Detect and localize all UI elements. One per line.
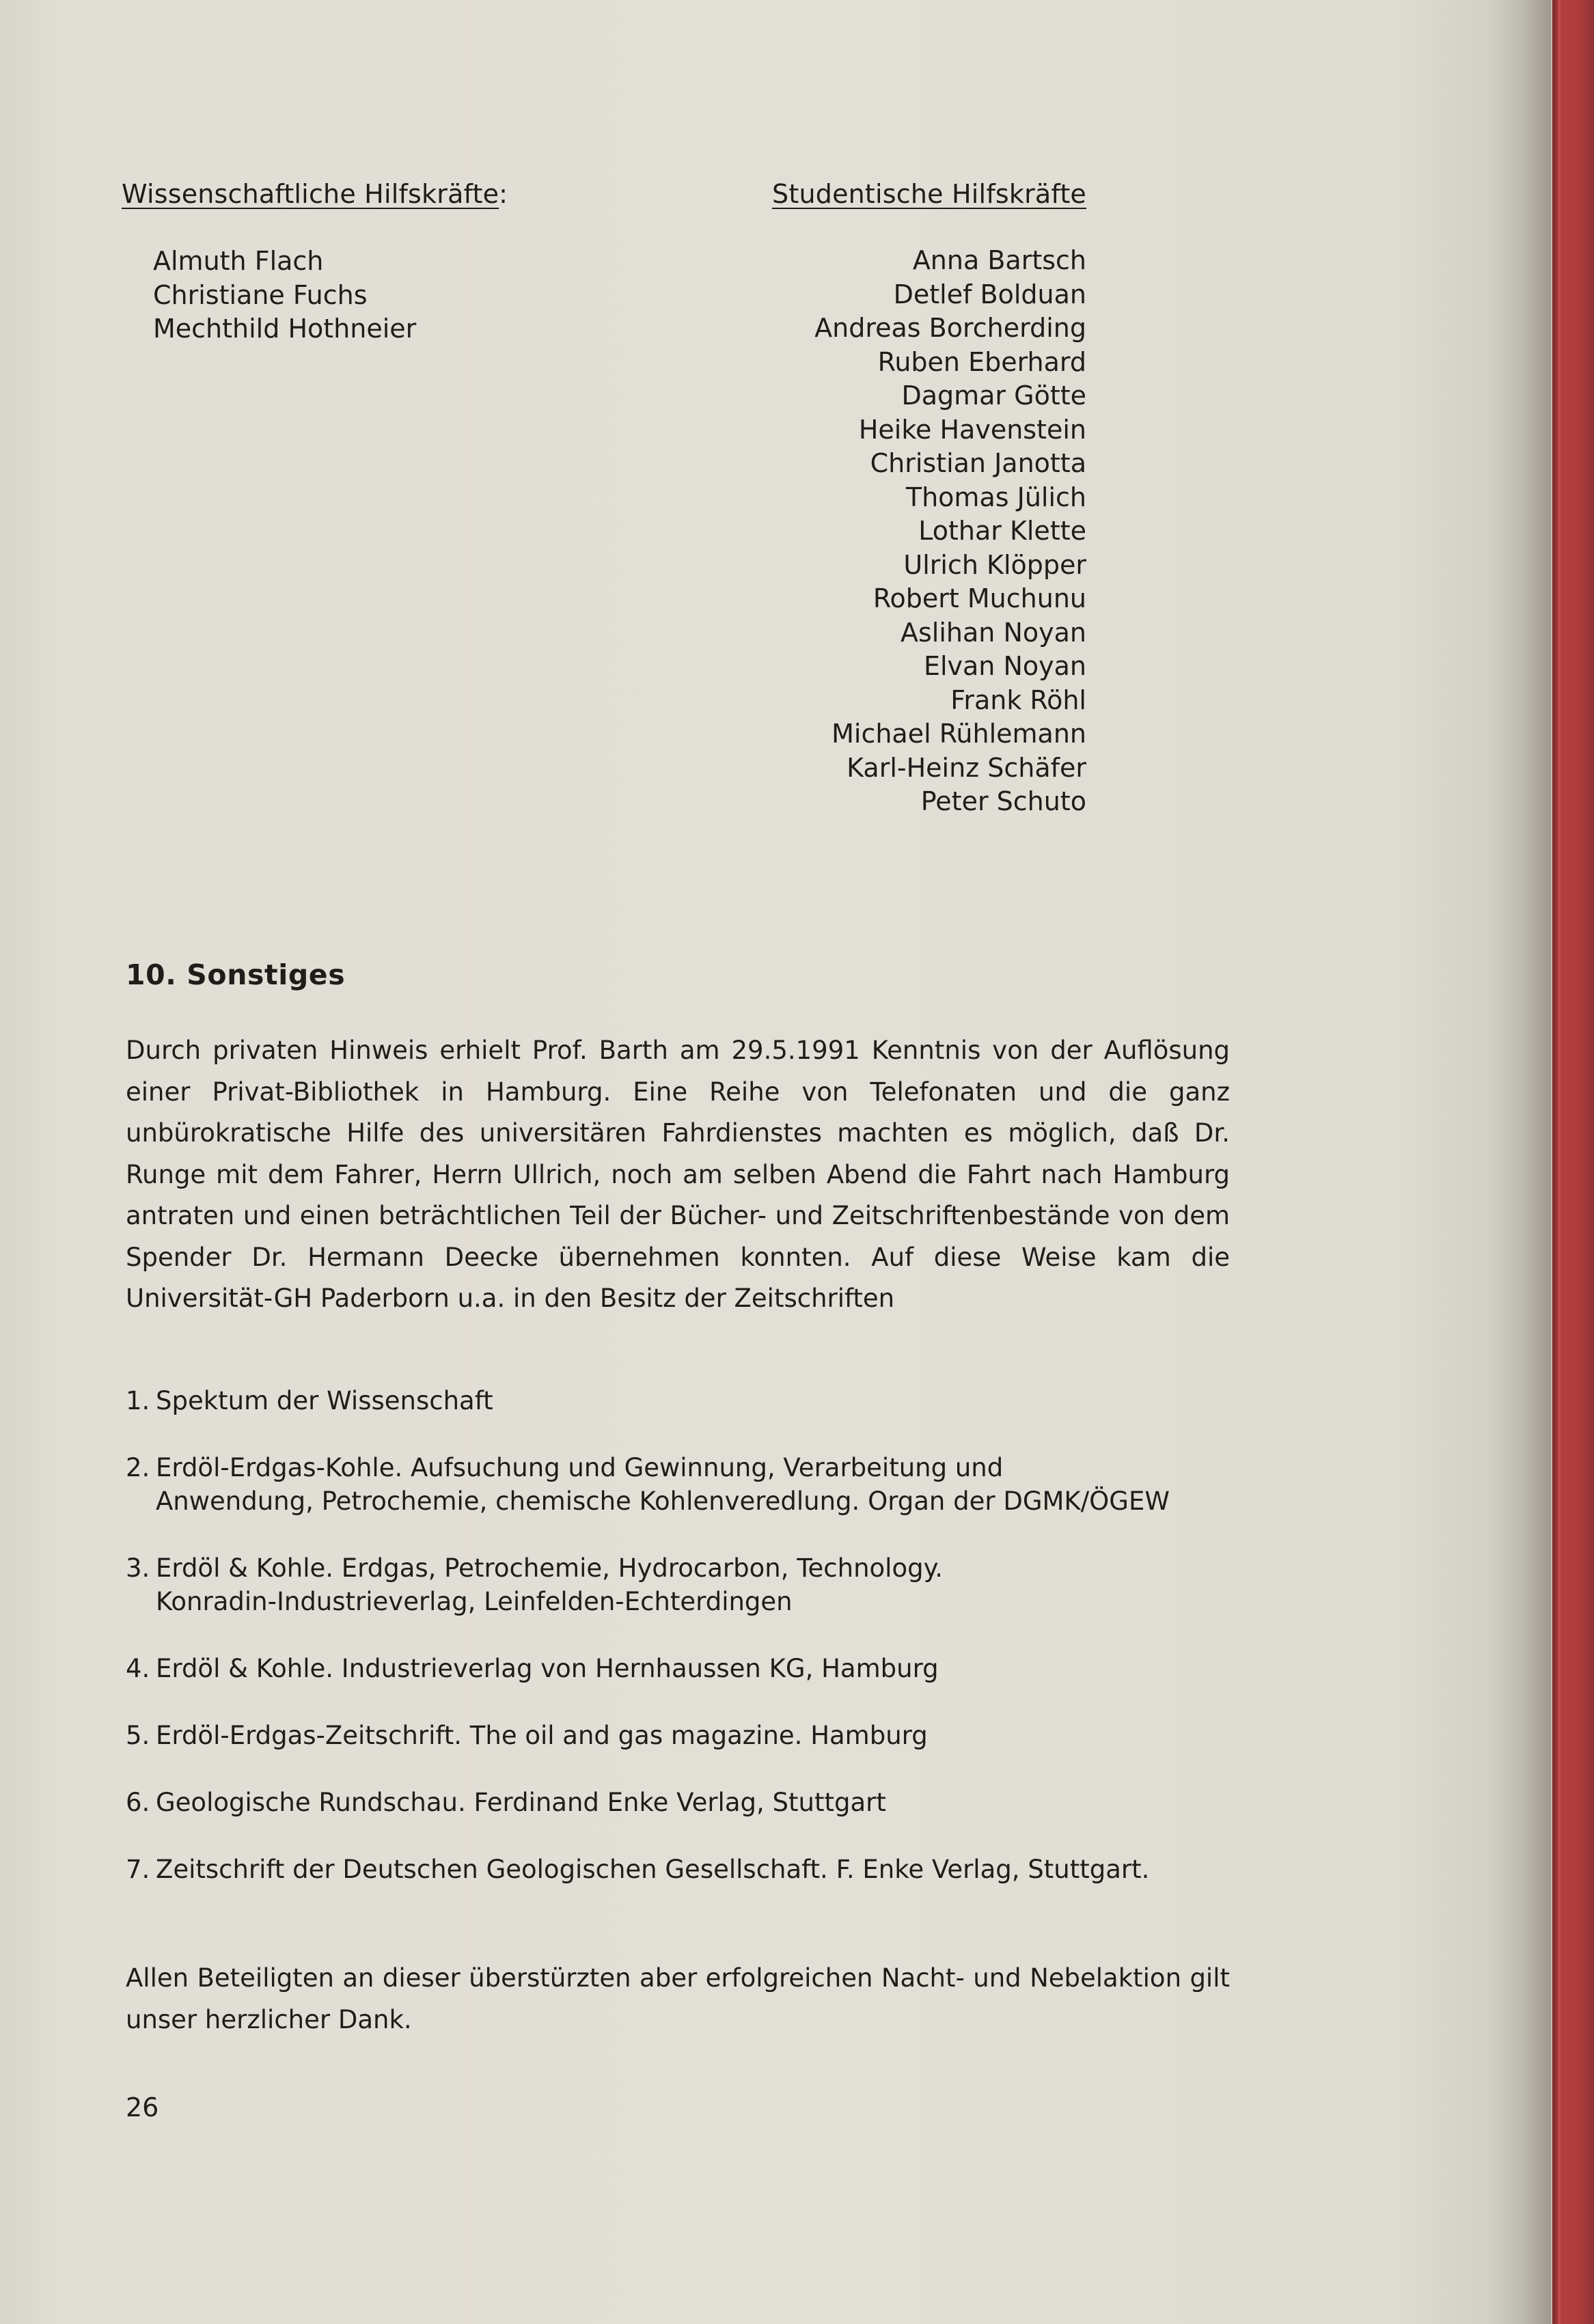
journal-list <box>126 1384 1287 1920</box>
right-column-heading: Studentische Hilfskräfte <box>772 179 1086 209</box>
section-title: 10. Sonstiges <box>126 958 346 991</box>
left-heading-colon: : <box>499 179 508 209</box>
list-item <box>126 1652 1287 1685</box>
list-item-number: 4. <box>126 1654 150 1683</box>
left-column-heading <box>122 178 508 211</box>
list-item: Karl-Heinz Schäfer <box>847 752 1086 783</box>
list-item: Elvan Noyan <box>923 651 1086 681</box>
list-item-line: Erdöl & Kohle. Erdgas, Petrochemie, Hydrocarbon, Technology. <box>156 1553 943 1583</box>
list-item-number: 6. <box>126 1788 150 1817</box>
list-item: Lothar Klette <box>918 516 1086 546</box>
list-item-line: Konradin-Industrieverlag, Leinfelden-Echterdingen <box>156 1587 793 1616</box>
list-item: Anna Bartsch <box>912 245 1086 275</box>
list-item: Ruben Eberhard <box>877 346 1086 377</box>
list-item: Almuth Flach <box>153 246 324 276</box>
spine-shadow <box>1489 0 1551 2324</box>
paragraph-acquisition: Durch privaten Hinweis erhielt Prof. Barth am 29.5.1991 Kenntnis von der Auflösung einer Privat-Bibliothek in Hamburg. Eine Reihe von Telefonaten und die ganz unbürokratische Hilfe des universitären Fahrdienstes machten es möglich, daß Dr. Runge mit dem Fahrer, Herrn Ullrich, noch am selben Abend die Fahrt nach Hamburg antraten und einen beträchtlichen Teil der Bücher- und Zeitschriftenbestände von dem Spender Dr. Hermann Deecke übernehmen konnten. Auf diese Weise kam die Universität-GH Paderborn u.a. in den Besitz der Zeitschriften <box>126 1036 1230 1313</box>
list-item <box>126 1384 1287 1417</box>
list-item: Thomas Jülich <box>905 482 1086 512</box>
paragraph-thanks: Allen Beteiligten an dieser überstürzten aber erfolgreichen Nacht- und Nebelaktion gilt unser herzlicher Dank. <box>126 1963 1230 2034</box>
list-item <box>126 1451 1287 1518</box>
list-item: Detlef Bolduan <box>893 279 1086 309</box>
list-item-line: Erdöl-Erdgas-Zeitschrift. The oil and gas magazine. Hamburg <box>156 1721 928 1750</box>
page-number: 26 <box>126 2092 159 2122</box>
list-item-line: Zeitschrift der Deutschen Geologischen Gesellschaft. F. Enke Verlag, Stuttgart. <box>156 1855 1150 1884</box>
list-item-number: 7. <box>126 1855 150 1884</box>
list-item-line: Spektum der Wissenschaft <box>156 1386 493 1415</box>
list-item: Frank Röhl <box>950 684 1086 715</box>
list-item <box>126 1786 1287 1819</box>
list-item: Mechthild Hothneier <box>153 314 417 344</box>
list-item: Christiane Fuchs <box>153 279 368 310</box>
list-item-number: 3. <box>126 1553 150 1583</box>
list-item: Michael Rühlemann <box>832 719 1086 749</box>
list-item-line: Anwendung, Petrochemie, chemische Kohlenveredlung. Organ der DGMK/ÖGEW <box>156 1486 1170 1516</box>
left-names-list <box>153 245 416 346</box>
list-item-number: 5. <box>126 1721 150 1750</box>
list-item-number: 2. <box>126 1453 150 1482</box>
list-item: Aslihan Noyan <box>901 617 1086 648</box>
list-item-line: Geologische Rundschau. Ferdinand Enke Verlag, Stuttgart <box>156 1788 886 1817</box>
list-item: Dagmar Götte <box>901 381 1086 411</box>
book-cover-highlight <box>1558 0 1561 2324</box>
list-item: Peter Schuto <box>920 786 1086 816</box>
right-names-list <box>752 244 1086 819</box>
list-item: Andreas Borcherding <box>814 313 1086 343</box>
list-item <box>126 1719 1287 1752</box>
list-item: Heike Havenstein <box>858 414 1086 445</box>
list-item-line: Erdöl-Erdgas-Kohle. Aufsuchung und Gewinnung, Verarbeitung und <box>156 1453 1004 1482</box>
list-item: Robert Muchunu <box>872 583 1086 613</box>
list-item: Ulrich Klöpper <box>903 549 1086 580</box>
left-heading-text: Wissenschaftliche Hilfskräfte <box>122 179 499 209</box>
list-item: Christian Janotta <box>870 448 1086 478</box>
list-item <box>126 1853 1287 1886</box>
list-item <box>126 1551 1287 1618</box>
list-item-line: Erdöl & Kohle. Industrieverlag von Hernhaussen KG, Hamburg <box>156 1654 939 1683</box>
list-item-number: 1. <box>126 1386 150 1415</box>
